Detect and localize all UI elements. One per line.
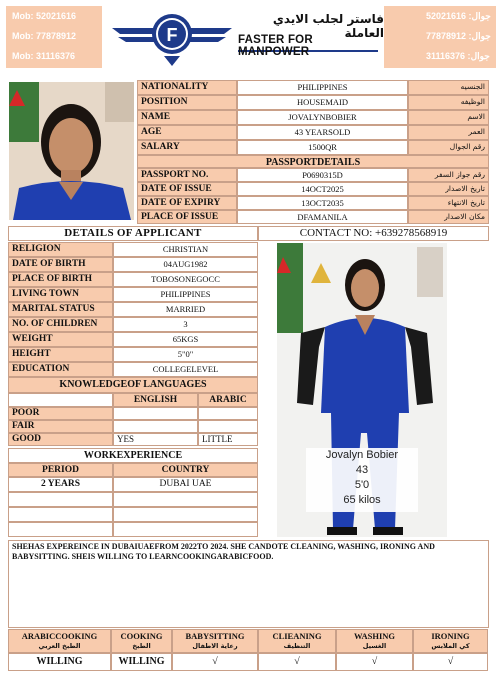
experience-period [8,507,113,522]
field-label: NATIONALITY [137,80,237,95]
experience-country [113,492,258,507]
left-mobile-box [6,6,102,68]
field-label: POSITION [137,95,237,110]
languages-title: KNOWLEDGEOF LANGUAGES [8,377,258,393]
field-label-arabic: رقم الجوال [408,140,489,155]
skill-name-arabic: الطبخ العربي [38,642,81,650]
passport-value: 14OCT2025 [237,182,408,196]
arabic-level [198,407,258,420]
detail-label: EDUCATION [8,362,113,377]
company-name-arabic: فاستر لجلب الايدي العاملة [272,12,384,40]
experience-country [113,507,258,522]
passport-label: DATE OF ISSUE [137,182,237,196]
detail-value: MARRIED [113,302,258,317]
field-label: AGE [137,125,237,140]
remarks-text: SHEHAS EXPEREINCE IN DUBAIUAEFROM 2022TO 2024. SHE CANDOTE CLEANING, WASHING, IRONING AND BABYSITTING. SHEIS WILLING TO LEARNCOOKINGARABICFOOD. [12,542,435,561]
field-label-arabic: الاسم [408,110,489,125]
field-value: 1500QR [237,140,408,155]
language-level-label: FAIR [8,420,113,433]
skill-header [111,629,172,653]
mobile-ar-1: 52021616 :جوال [426,11,491,21]
detail-label: MARITAL STATUS [8,302,113,317]
english-column-header: ENGLISH [113,393,198,407]
detail-label: WEIGHT [8,332,113,347]
caption-weight: 65 kilos [343,494,381,506]
skill-name-arabic: الطبخ [132,642,151,650]
passport-label: DATE OF EXPIRY [137,196,237,210]
mobile-2: Mob: 77878912 [12,31,77,41]
passport-label: PASSPORT NO. [137,168,237,182]
company-logo [112,4,384,70]
passport-label-arabic: مكان الاصدار [408,210,489,224]
experience-period [8,522,113,537]
experience-country [113,522,258,537]
english-level [113,420,198,433]
mobile-ar-3: 31116376 :جوال [426,51,490,61]
skill-value: WILLING [8,653,111,671]
passport-value: P0690315D [237,168,408,182]
passport-value: DFAMANILA [237,210,408,224]
field-label-arabic: العمر [408,125,489,140]
period-column-header: PERIOD [8,463,113,477]
eagle-logo-icon [112,4,232,70]
skill-name: COOKING [120,631,163,641]
skill-header [413,629,488,653]
contact-number: CONTACT NO: +639278568919 [258,226,489,241]
details-title: DETAILS OF APPLICANT [8,226,258,241]
skill-value: WILLING [111,653,172,671]
remarks-box [8,540,489,628]
skill-name: WASHING [353,631,396,641]
skill-header [258,629,336,653]
svg-text:F: F [166,25,178,45]
passport-value: 13OCT2035 [237,196,408,210]
skill-value: √ [413,653,488,671]
skill-header [336,629,413,653]
experience-country: DUBAI UAE [113,477,258,492]
passport-label-arabic: تاريخ الانتهاء [408,196,489,210]
detail-value: COLLEGELEVEL [113,362,258,377]
languages-corner [8,393,113,407]
skill-name: IRONING [431,631,470,641]
work-experience-title: WORKEXPERIENCE [8,448,258,463]
mobile-3: Mob: 31116376 [12,51,76,61]
experience-period: 2 YEARS [8,477,113,492]
field-value: PHILIPPINES [237,80,408,95]
mobile-ar-2: 77878912 :جوال [426,31,491,41]
detail-value: PHILIPPINES [113,287,258,302]
skill-value: √ [172,653,258,671]
detail-value: CHRISTIAN [113,242,258,257]
skill-header [172,629,258,653]
detail-value: 3 [113,317,258,332]
detail-value: 5"0" [113,347,258,362]
field-label-arabic: الجنسيه [408,80,489,95]
skill-name: CLIEANING [272,631,322,641]
mobile-1: Mob: 52021616 [12,11,77,21]
photo-caption [306,448,418,512]
skill-name-arabic: رعاية الاطفال [192,642,238,650]
english-level: YES [113,433,198,446]
country-column-header: COUNTRY [113,463,258,477]
detail-value: 65KGS [113,332,258,347]
caption-height: 5'0 [354,479,370,491]
language-level-label: POOR [8,407,113,420]
detail-label: PLACE OF BIRTH [8,272,113,287]
skill-name: BABYSITTING [185,631,245,641]
field-value: JOVALYNBOBIER [237,110,408,125]
passport-details-header: PASSPORTDETAILS [137,155,489,168]
detail-label: NO. OF CHILDREN [8,317,113,332]
caption-name: Jovalyn Bobier [325,449,399,461]
company-name: FASTER FOR MANPOWER [238,34,313,58]
skill-name-arabic: التنظيف [283,642,311,650]
right-mobile-box [384,6,496,68]
detail-value: TOBOSONEGOCC [113,272,258,287]
arabic-column-header: ARABIC [198,393,258,407]
field-value: 43 YEARSOLD [237,125,408,140]
english-level [113,407,198,420]
language-level-label: GOOD [8,433,113,446]
skill-header [8,629,111,653]
applicant-headshot [9,82,134,220]
arabic-level: LITTLE [198,433,258,446]
detail-label: HEIGHT [8,347,113,362]
field-label: NAME [137,110,237,125]
skill-value: √ [336,653,413,671]
detail-value: 04AUG1982 [113,257,258,272]
experience-period [8,492,113,507]
detail-label: DATE OF BIRTH [8,257,113,272]
field-value: HOUSEMAID [237,95,408,110]
field-label: SALARY [137,140,237,155]
skill-value: √ [258,653,336,671]
passport-label-arabic: رقم جواز السفر [408,168,489,182]
passport-label-arabic: تاريخ الاصدار [408,182,489,196]
field-label-arabic: الوظيفه [408,95,489,110]
arabic-level [198,420,258,433]
passport-label: PLACE OF ISSUE [137,210,237,224]
caption-age: 43 [355,464,369,476]
skill-name: ARABICCOOKING [21,631,98,641]
detail-label: RELIGION [8,242,113,257]
skill-name-arabic: كي الملابس [431,642,470,650]
detail-label: LIVING TOWN [8,287,113,302]
skill-name-arabic: الغسيل [362,642,387,650]
